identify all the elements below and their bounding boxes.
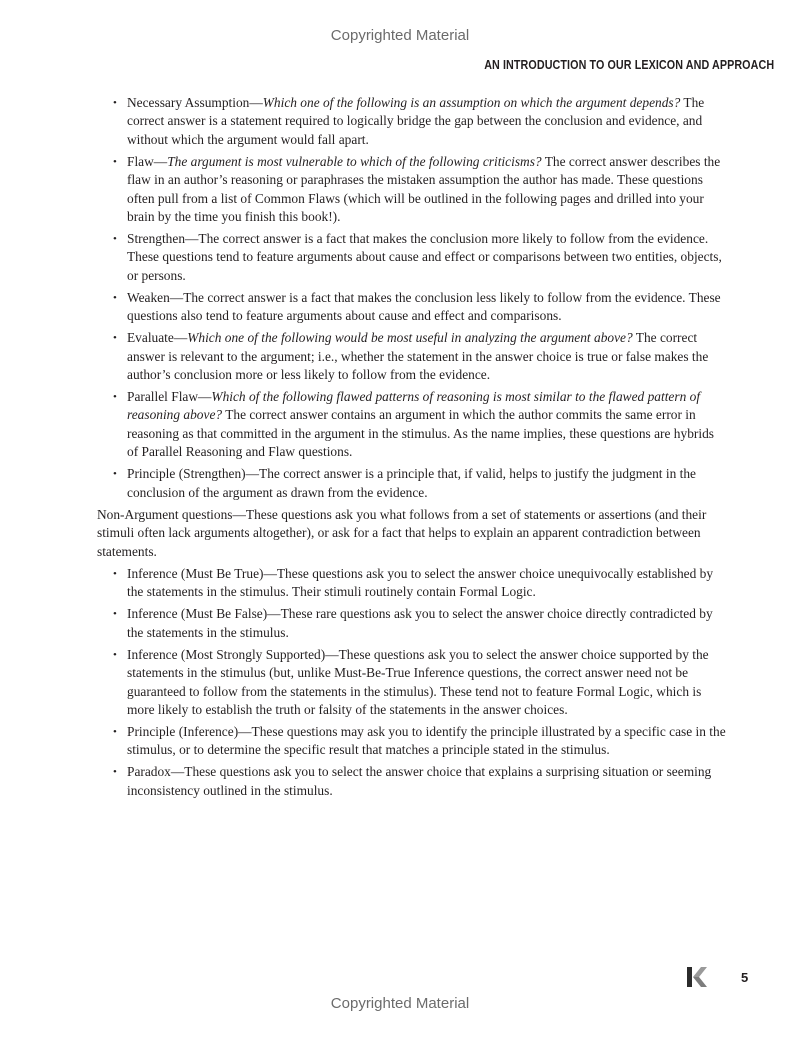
list-item-inference-must-be-false	[97, 605, 727, 642]
item-body: The correct answer contains an argument in which the author commits the same error in reasoning as that committed in the argument in the stimulus. As the name implies, these questions are hybrids of Parallel Reasoning and Flaw questions.	[127, 407, 714, 460]
list-item-necessary-assumption	[97, 94, 727, 149]
item-stem: Which of the following flawed patterns of reasoning is most similar to the flawed pattern of reasoning above?	[127, 389, 701, 423]
list-item-paradox	[97, 763, 727, 800]
list-item-flaw	[97, 153, 727, 227]
item-term: Inference (Must Be True)—	[127, 565, 277, 581]
list-item-strengthen	[97, 230, 727, 285]
item-term: Flaw—	[127, 153, 168, 169]
copyright-watermark-bottom: Copyrighted Material	[330, 995, 470, 1012]
item-stem: Which one of the following would be most useful in analyzing the argument above?	[187, 330, 633, 346]
item-term: Strengthen—	[127, 231, 199, 247]
list-item-inference-must-be-true	[97, 565, 727, 602]
argument-question-list	[97, 94, 727, 502]
list-item-inference-most-strongly-supported	[97, 646, 727, 720]
item-body: These questions ask you to select the answer choice unequivocally established by the statements in the stimulus. Their stimuli routinely contain Formal Logic.	[127, 565, 714, 600]
item-term: Necessary Assumption—	[127, 95, 263, 110]
item-term: Weaken—	[127, 289, 184, 305]
item-body: The correct answer is a statement required to logically bridge the gap between the conclusion and evidence, and without which the argument would fall apart.	[127, 95, 705, 147]
item-body: The correct answer describes the flaw in an author’s reasoning or paraphrases the mistaken assumption the author has made. These questions often pull from a list of Common Flaws (which will be outlined in the following pages and drilled into your brain by the time you finish this book!).	[127, 153, 721, 225]
item-body: These questions may ask you to identify the principle illustrated by a specific case in the stimulus, or to determine the specific result that matches a principle stated in the stimulus.	[127, 723, 726, 758]
item-body: The correct answer is relevant to the argument; i.e., whether the statement in the answer choice is true or false makes the author’s conclusion more or less likely to follow from the evidence.	[127, 330, 709, 383]
item-body: These questions ask you to select the answer choice supported by the statements in the stimulus (but, unlike Must-Be-True Inference questions, the correct answer need not be guaranteed to follow from the statements in the stimulus). These tend not to feature Formal Logic, which is more likely to establish the truth or falsity of the statements in the answer choices.	[127, 646, 709, 717]
running-head: AN INTRODUCTION TO OUR LEXICON AND APPROACH	[484, 58, 774, 72]
item-term: Principle (Strengthen)—	[127, 466, 260, 482]
item-term: Principle (Inference)—	[127, 723, 252, 739]
list-item-principle-inference	[97, 723, 727, 760]
page-number: 5	[741, 970, 749, 985]
item-term: Paradox—	[127, 764, 185, 780]
kaplan-k-logo-icon	[686, 966, 708, 988]
item-body: The correct answer is a fact that makes the conclusion less likely to follow from the evidence. These questions also tend to feature arguments about cause and effect and comparisons.	[127, 289, 721, 324]
item-stem: Which one of the following is an assumption on which the argument depends?	[262, 95, 681, 110]
non-argument-question-list	[97, 565, 727, 800]
item-body: The correct answer is a principle that, if valid, helps to justify the judgment in the conclusion of the argument as drawn from the evidence.	[127, 466, 696, 500]
copyright-watermark-top: Copyrighted Material	[330, 27, 470, 44]
page-body	[97, 94, 727, 804]
item-body: These rare questions ask you to select the answer choice directly contradicted by the statements in the stimulus.	[127, 606, 713, 640]
item-term: Inference (Must Be False)—	[127, 606, 281, 622]
list-item-evaluate	[97, 329, 727, 384]
item-body: These questions ask you to select the answer choice that explains a surprising situation or seeming inconsistency outlined in the stimulus.	[127, 764, 712, 798]
item-term: Inference (Most Strongly Supported)—	[127, 646, 339, 662]
list-item-weaken	[97, 289, 727, 326]
list-item-principle-strengthen	[97, 465, 727, 502]
item-term: Parallel Flaw—	[127, 389, 212, 405]
non-argument-intro: Non-Argument questions—These questions ask you what follows from a set of statements or assertions (and their stimuli often lack arguments altogether), or ask for a fact that helps to explain an apparent contradiction between statements.	[97, 506, 707, 559]
item-stem: The argument is most vulnerable to which of the following criticisms?	[167, 153, 542, 169]
list-item-parallel-flaw	[97, 388, 727, 462]
item-body: The correct answer is a fact that makes the conclusion more likely to follow from the evidence. These questions tend to feature arguments about cause and effect or comparisons between two entities, objects, or persons.	[127, 231, 722, 283]
item-term: Evaluate—	[127, 330, 188, 346]
